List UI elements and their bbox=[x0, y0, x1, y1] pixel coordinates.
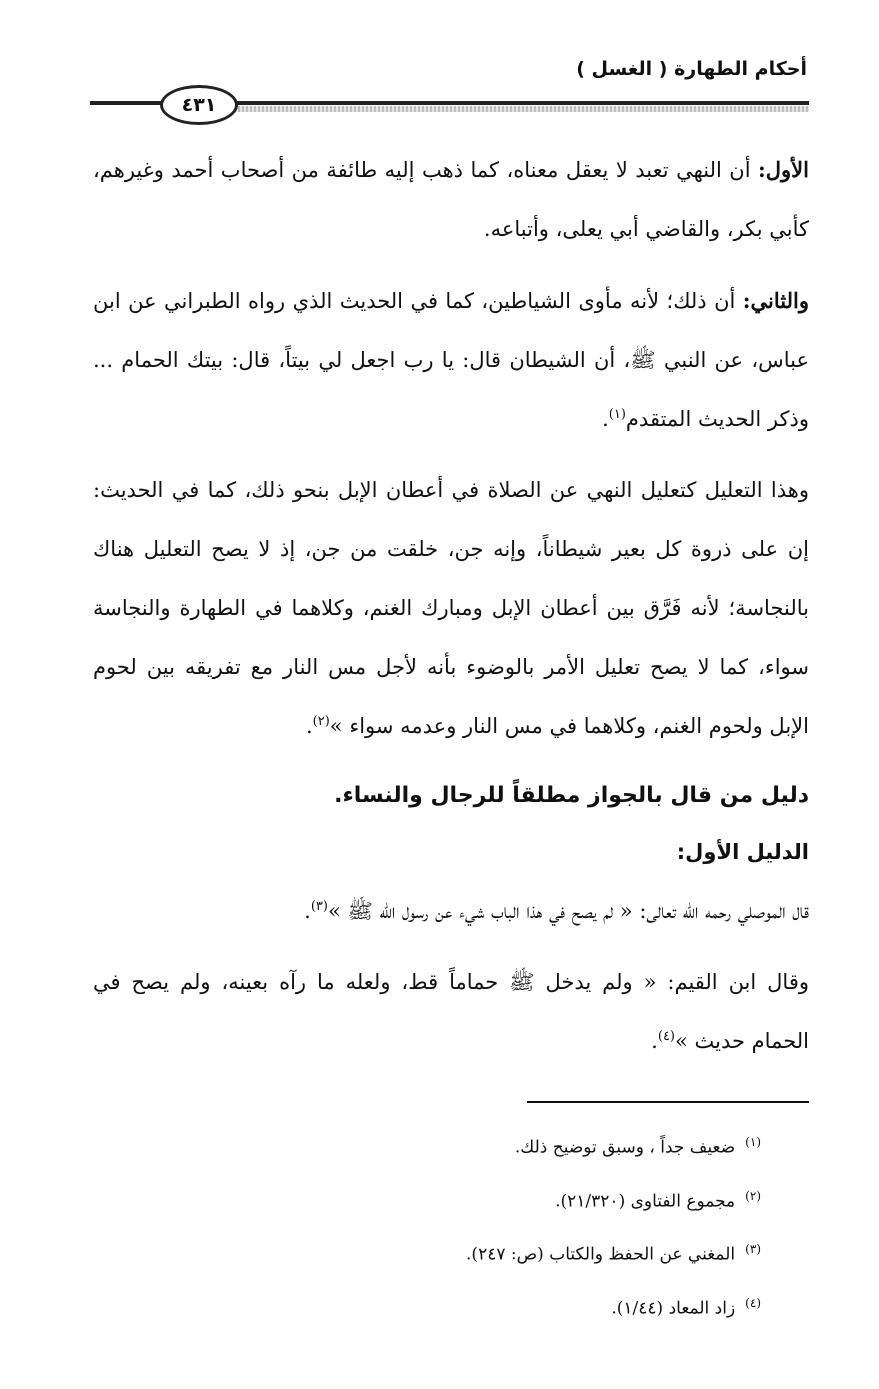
footnote-ref: (١) bbox=[608, 407, 626, 422]
paragraph-tail: . bbox=[602, 407, 609, 431]
header-rule-shading bbox=[230, 106, 809, 112]
paragraph-lead: الأول: bbox=[758, 157, 809, 182]
footnote-text: المغني عن الحفظ والكتاب (ص: ٢٤٧). bbox=[466, 1244, 736, 1265]
footnote-separator bbox=[527, 1101, 809, 1103]
footnote-item bbox=[200, 1118, 761, 1172]
paragraph-text: وهذا التعليل كتعليل النهي عن الصلاة في أعطان الإبل بنحو ذلك، كما في الحديث: إن على ذروة كل بعير شيطاناً، وإنه جن، خلقت من جن، إذ لا يصح التعليل هناك بالنجاسة؛ لأنه فَرَّق بين أعطان الإبل ومبارك الغنم، وكلاهما في الطهارة والنجاسة سواء، كما لا يصح تعليل الأمر بالوضوء بأنه لأجل مس النار مع تفريقه بين لحوم الإبل ولحوم الغنم، وكلاهما في مس النار وعدمه سواء » bbox=[93, 478, 809, 738]
running-header-title: أحكام الطهارة ( الغسل ) bbox=[576, 58, 807, 80]
page-number: ٤٣١ bbox=[160, 85, 238, 125]
paragraph-text: أن النهي تعبد لا يعقل معناه، كما ذهب إليه طائفة من أصحاب أحمد وغيرهم، كأبي بكر، والقاضي أبي يعلى، وأتباعه. bbox=[93, 158, 809, 241]
paragraph-first-reason bbox=[93, 140, 809, 259]
paragraph-mosuli-quote bbox=[93, 882, 809, 941]
footnotes bbox=[200, 1118, 761, 1333]
paragraph-analogy bbox=[93, 461, 809, 756]
footnote-ref: (٤) bbox=[657, 1029, 675, 1044]
paragraph-tail: . bbox=[304, 899, 311, 923]
footnote-ref: (٢) bbox=[312, 714, 330, 729]
paragraph-text: وقال ابن القيم: « ولم يدخل ﷺ حماماً قط، ولعله ما رآه بعينه، ولم يصح في الحمام حديث » bbox=[93, 970, 809, 1053]
footnote-item bbox=[200, 1225, 761, 1279]
paragraph-tail: . bbox=[305, 714, 313, 738]
footnote-number: (٢) bbox=[745, 1188, 761, 1203]
body-text bbox=[93, 140, 809, 1083]
paragraph-tail: . bbox=[651, 1029, 658, 1053]
paragraph-second-reason bbox=[93, 271, 809, 449]
footnote-number: (٣) bbox=[745, 1242, 761, 1257]
footnote-text: زاد المعاد (١/٤٤). bbox=[611, 1298, 736, 1319]
footnote-number: (١) bbox=[745, 1135, 761, 1149]
footnote-item bbox=[200, 1172, 761, 1226]
footnote-text: ضعيف جداً ، وسبق توضيح ذلك. bbox=[514, 1137, 736, 1158]
footnote-text: مجموع الفتاوى (٢١/٣٢٠). bbox=[555, 1191, 736, 1212]
sub-heading: الدليل الأول: bbox=[676, 840, 809, 864]
paragraph-lead: والثاني: bbox=[742, 288, 809, 313]
section-heading: دليل من قال بالجواز مطلقاً للرجال والنساء. bbox=[334, 783, 809, 808]
footnote-number: (٤) bbox=[745, 1295, 761, 1310]
paragraph-text: أن ذلك؛ لأنه مأوى الشياطين، كما في الحديث الذي رواه الطبراني عن ابن عباس، عن النبي ﷺ، أن الشيطان قال: يا رب اجعل لي بيتاً، قال: بيتك الحمام ... وذكر الحديث المتقدم bbox=[93, 289, 809, 431]
paragraph-ibn-qayyim-quote bbox=[93, 953, 809, 1071]
footnote-item bbox=[200, 1279, 761, 1333]
paragraph-text: قال الموصلي رحمه الله تعالى: « لم يصح في هذا الباب شيء عن رسول الله ﷺ » bbox=[327, 899, 809, 923]
footnote-ref: (٣) bbox=[310, 899, 328, 914]
